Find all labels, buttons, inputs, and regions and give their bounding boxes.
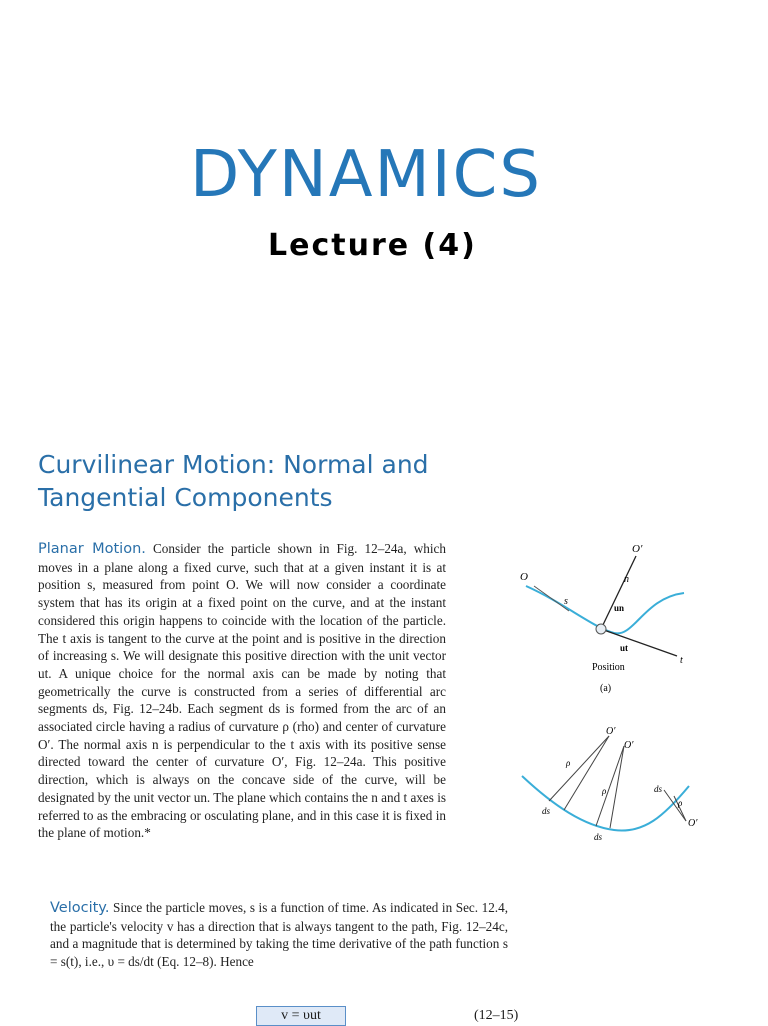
particle xyxy=(596,624,606,634)
t-axis xyxy=(601,629,677,656)
rho-line-2 xyxy=(564,736,609,810)
label-rho-2: ρ xyxy=(602,786,607,796)
label-rho-3: ρ xyxy=(678,798,683,808)
velocity-heading: Velocity. xyxy=(50,900,110,916)
label-ds-1: ds xyxy=(542,806,551,816)
section-heading-line2: Tangential Components xyxy=(38,483,333,512)
velocity-paragraph xyxy=(50,899,508,971)
label-un: un xyxy=(614,603,625,613)
equation-box: v = υut xyxy=(256,1006,346,1026)
equation-number: (12–15) xyxy=(474,1008,519,1023)
label-t: t xyxy=(680,655,683,666)
planar-motion-heading: Planar Motion. xyxy=(38,541,146,557)
figure-a xyxy=(514,538,728,700)
label-ut: ut xyxy=(620,643,629,653)
label-ds-3: ds xyxy=(654,784,663,794)
section-heading xyxy=(38,448,498,514)
planar-motion-body: Consider the particle shown in Fig. 12–24a, which moves in a plane along a fixed curve, such that at a given instant it is at position s, measured from point O. We will now consider a coordinate system that has its origin at a fixed point on the curve, and at the instant considered this origin happens to coincide with the location of the particle. The t axis is tangent to the curve at the point and is positive in the direction of increasing s. We will designate this positive direction with the unit vector ut. A unique choice for the normal axis can be made by noting that geometrically the curve is constructed from a series of differential arc segments ds, Fig. 12–24b. Each segment ds is formed from the arc of an associated circle having a radius of curvature ρ (rho) and center of curvature O′. The normal axis n is perpendicular to the t axis with its positive sense directed toward the center of curvature O′, Fig. 12–24a. This positive direction, which is always on the concave side of the curve, will be designated by the unit vector un. The plane which contains the n and t axes is referred to as the embracing or osculating plane, and in this case it is fixed in the plane of motion.* xyxy=(38,541,447,841)
figure-a-sub: (a) xyxy=(600,683,612,694)
label-s: s xyxy=(564,596,568,607)
planar-motion-paragraph xyxy=(38,540,446,842)
label-rho-1: ρ xyxy=(566,758,571,768)
label-n: n xyxy=(624,574,629,585)
lecture-subtitle: Lecture (4) xyxy=(268,228,477,263)
figure-a-caption: Position xyxy=(592,662,625,673)
label-ds-2: ds xyxy=(594,832,603,842)
velocity-body: Since the particle moves, s is a function of time. As indicated in Sec. 12.4, the particle's velocity v has a direction that is always tangent to the path, Fig. 12–24c, and a magnitude that is determined by taking the time derivative of the path function s = s(t), i.e., υ = ds/dt (Eq. 12–8). Hence xyxy=(50,900,508,970)
label-o-prime-3: O′ xyxy=(688,818,698,829)
label-o-prime-2: O′ xyxy=(624,740,634,751)
rho-line-4 xyxy=(610,746,624,828)
n-axis xyxy=(601,556,636,629)
section-heading-line1: Curvilinear Motion: Normal and xyxy=(38,450,429,479)
label-o: O xyxy=(520,571,528,583)
curve-b xyxy=(522,776,689,831)
figure-b xyxy=(514,726,728,850)
label-o-prime: O′ xyxy=(632,543,643,555)
page-title: DYNAMICS xyxy=(190,138,542,212)
rho-line-3 xyxy=(596,746,624,826)
label-o-prime-1: O′ xyxy=(606,726,616,737)
rho-line-1 xyxy=(549,736,609,801)
